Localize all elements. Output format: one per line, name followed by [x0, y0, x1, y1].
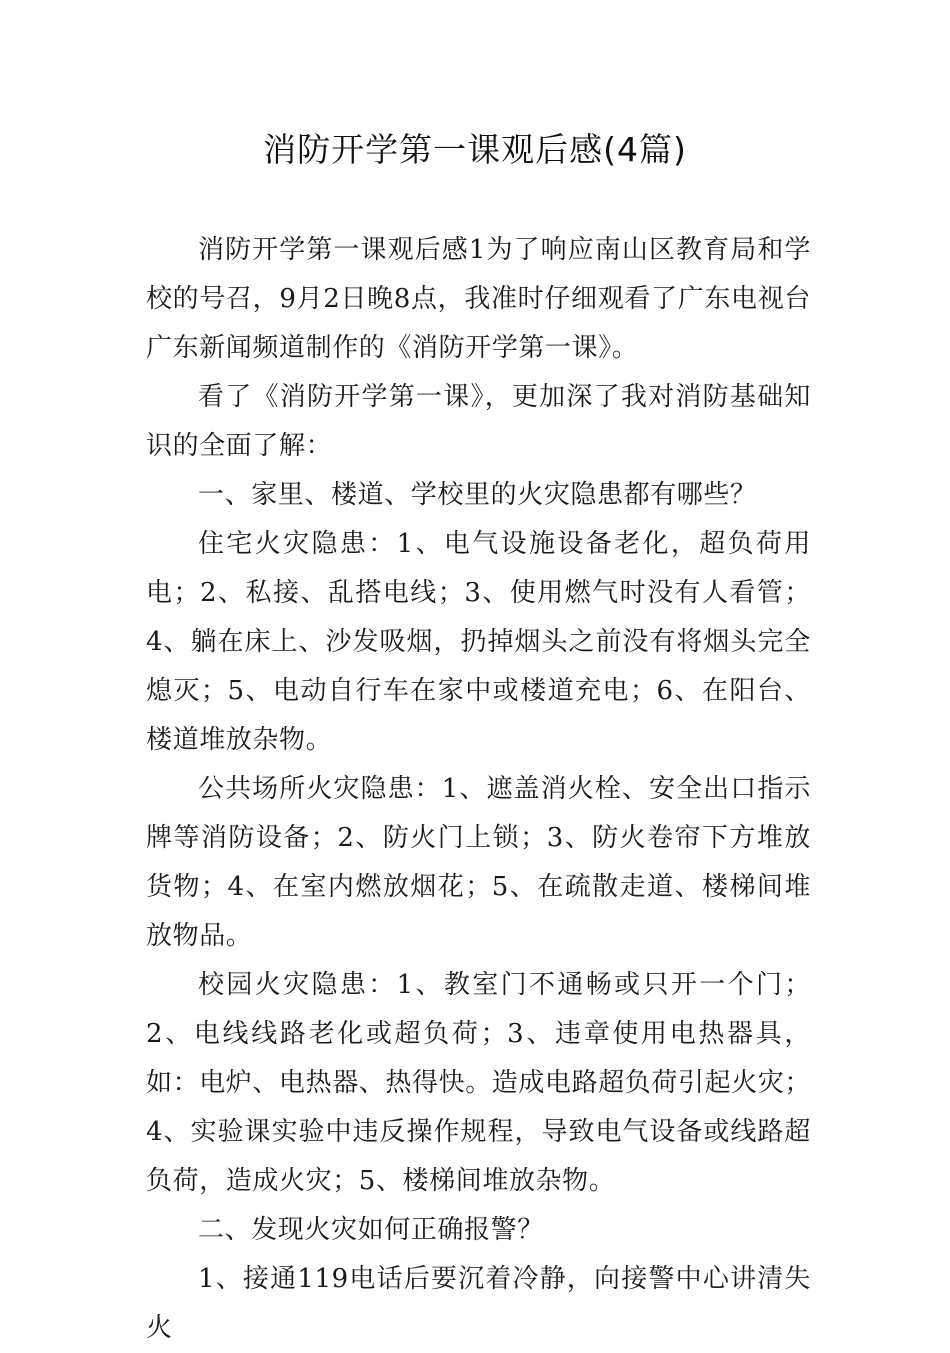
- document-title: 消防开学第一课观后感(4篇): [263, 130, 687, 169]
- paragraph: 1、接通119电话后要沉着冷静，向接警中心讲清失火: [146, 1264, 811, 1343]
- paragraph: 消防开学第一课观后感1为了响应南山区教育局和学校的号召，9月2日晚8点，我准时仔细观看了广东电视台广东新闻频道制作的《消防开学第一课》。: [146, 235, 811, 363]
- document-body: [146, 226, 811, 1353]
- paragraph: 住宅火灾隐患：1、电气设施设备老化，超负荷用电；2、私接、乱搭电线；3、使用燃气时没有人看管；4、躺在床上、沙发吸烟，扔掉烟头之前没有将烟头完全熄灭；5、电动自行车在家中或楼道充电；6、在阳台、楼道堆放杂物。: [146, 529, 811, 755]
- section-heading: 二、发现火灾如何正确报警？: [198, 1215, 544, 1245]
- paragraph: 公共场所火灾隐患：1、遮盖消火栓、安全出口指示牌等消防设备；2、防火门上锁；3、防火卷帘下方堆放货物；4、在室内燃放烟花；5、在疏散走道、楼梯间堆放物品。: [146, 774, 811, 951]
- paragraph: 看了《消防开学第一课》，更加深了我对消防基础知识的全面了解：: [146, 382, 811, 461]
- section-heading: 一、家里、楼道、学校里的火灾隐患都有哪些？: [198, 480, 757, 510]
- paragraph: 校园火灾隐患：1、教室门不通畅或只开一个门；2、电线线路老化或超负荷；3、违章使用电热器具，如：电炉、电热器、热得快。造成电路超负荷引起火灾；4、实验课实验中违反操作规程，导致电气设备或线路超负荷，造成火灾；5、楼梯间堆放杂物。: [146, 970, 812, 1196]
